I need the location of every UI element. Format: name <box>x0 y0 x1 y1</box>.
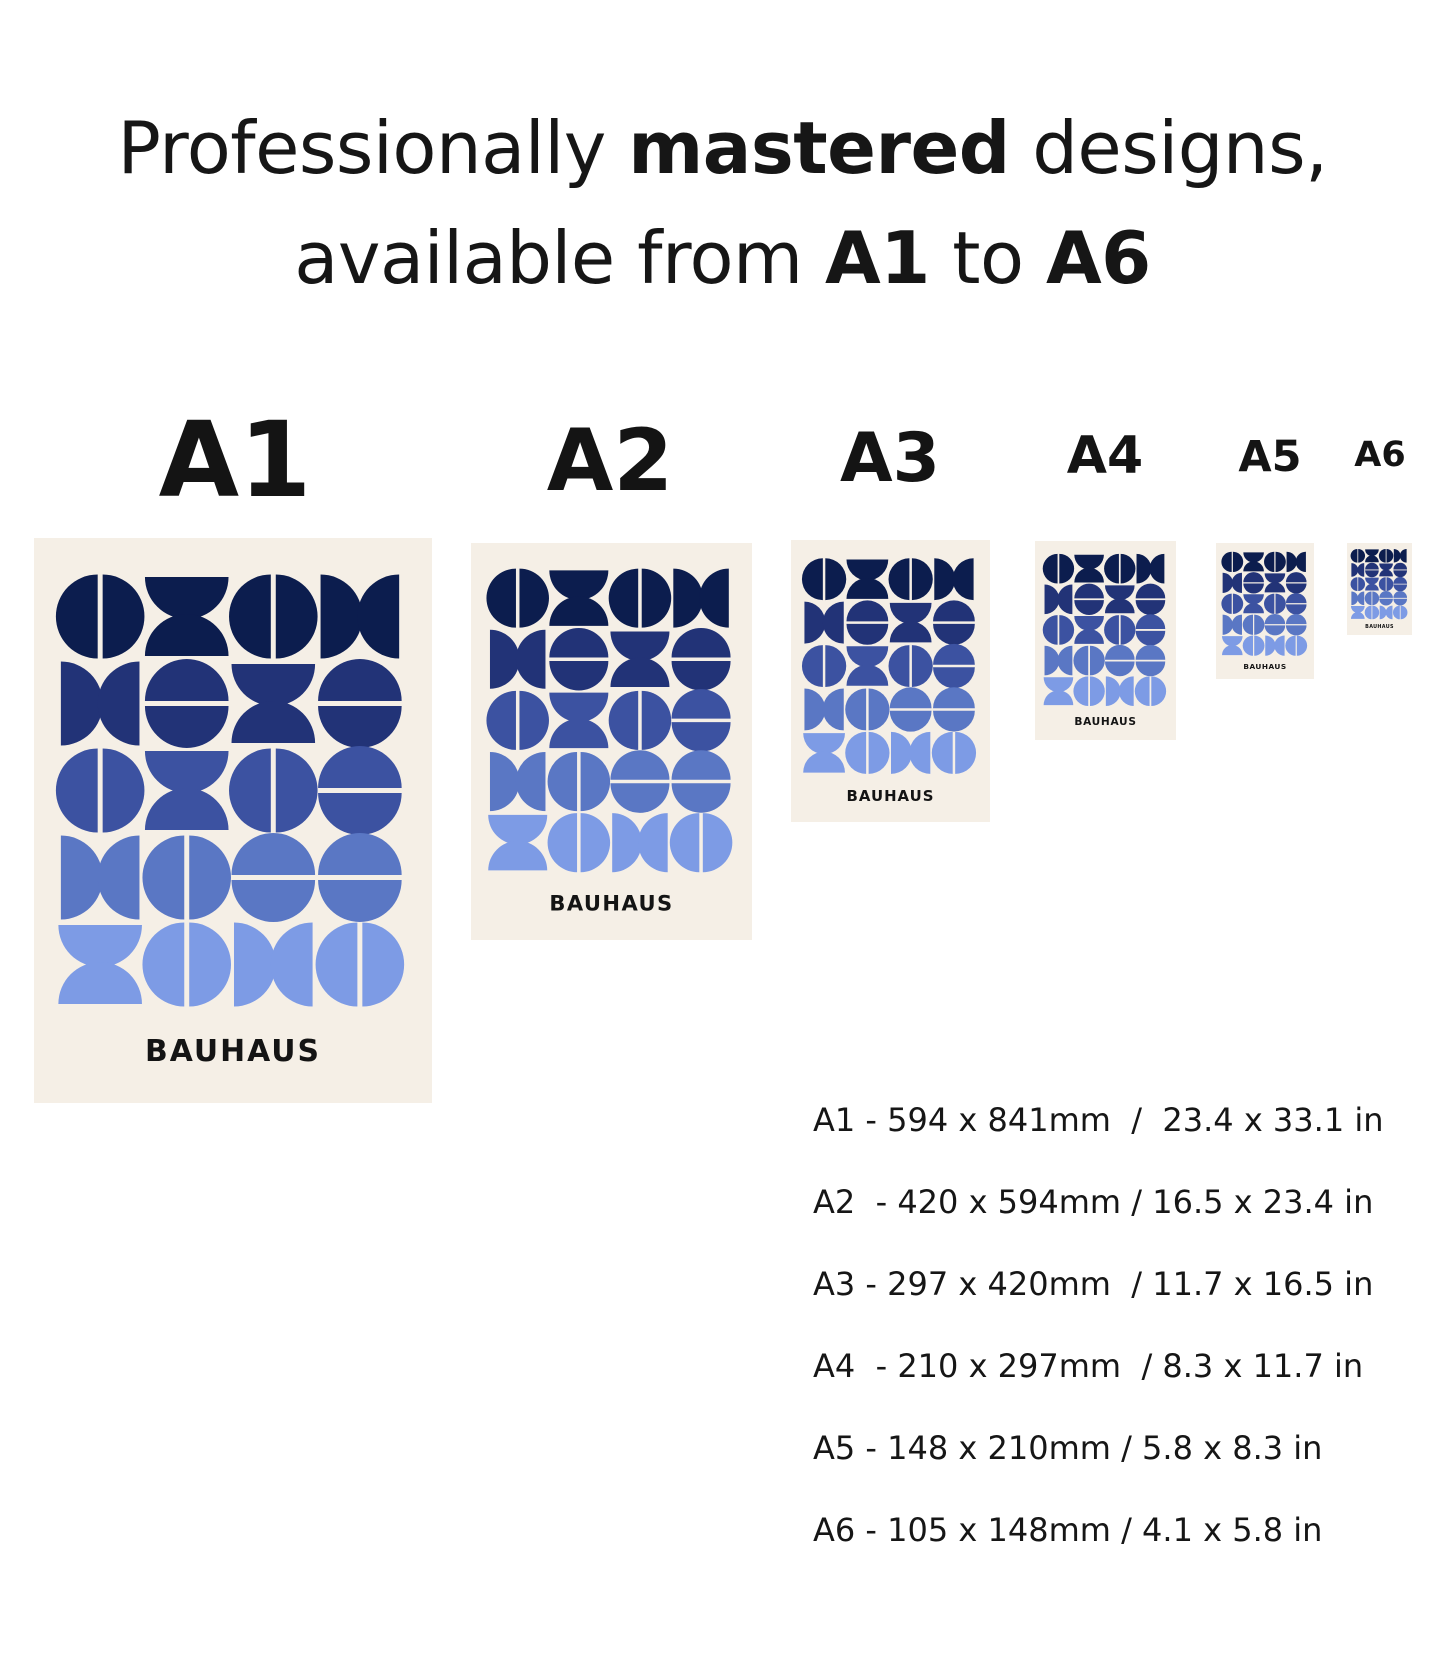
half-circle-shape <box>1393 570 1407 577</box>
headline-line-1 <box>0 106 1445 190</box>
bauhaus-artwork <box>1347 543 1412 635</box>
half-circle-shape <box>891 732 912 774</box>
half-circle-shape <box>869 732 890 774</box>
headline-emphasis: mastered <box>628 106 1010 190</box>
half-circle-shape <box>58 925 142 967</box>
half-circle-shape <box>1386 549 1393 563</box>
poster-title: BAUHAUS <box>1243 661 1287 671</box>
half-circle-shape <box>672 750 731 779</box>
half-circle-shape <box>56 749 98 833</box>
half-circle-shape <box>145 706 229 748</box>
half-circle-shape <box>1074 568 1104 583</box>
poster-a3 <box>791 540 990 822</box>
half-circle-shape <box>189 923 231 1007</box>
half-circle-shape <box>490 630 520 689</box>
half-circle-shape <box>1104 554 1119 584</box>
half-circle-shape <box>1136 645 1166 660</box>
size-label-a4: A4 <box>1066 426 1144 486</box>
half-circle-shape <box>933 644 975 665</box>
half-circle-shape <box>229 575 271 659</box>
half-circle-shape <box>549 570 608 599</box>
half-circle-shape <box>1243 572 1264 582</box>
half-circle-shape <box>672 783 731 812</box>
half-circle-shape <box>1074 629 1104 644</box>
half-circle-shape <box>1221 594 1231 614</box>
half-circle-shape <box>890 603 932 624</box>
half-circle-shape <box>1221 552 1231 572</box>
half-circle-shape <box>1358 549 1365 563</box>
half-circle-shape <box>1372 606 1379 620</box>
half-circle-shape <box>846 559 888 580</box>
half-circle-shape <box>1358 577 1365 591</box>
half-circle-shape <box>316 923 358 1007</box>
half-circle-shape <box>1286 593 1307 603</box>
bauhaus-artwork <box>1035 541 1176 740</box>
half-circle-shape <box>1045 646 1060 676</box>
half-circle-shape <box>612 813 642 872</box>
half-circle-shape <box>823 688 844 730</box>
half-circle-shape <box>846 646 888 667</box>
half-circle-shape <box>802 558 823 600</box>
half-circle-shape <box>889 645 910 687</box>
half-circle-shape <box>1286 583 1307 593</box>
half-circle-shape <box>1222 636 1243 646</box>
half-circle-shape <box>1365 591 1372 605</box>
half-circle-shape <box>1045 584 1060 614</box>
half-circle-shape <box>516 630 546 689</box>
half-circle-shape <box>1265 573 1286 583</box>
size-spec-a2: A2 - 420 x 594mm / 16.5 x 23.4 in <box>813 1183 1374 1221</box>
half-circle-shape <box>229 749 271 833</box>
half-circle-shape <box>318 746 402 788</box>
bauhaus-artwork <box>1216 543 1314 679</box>
half-circle-shape <box>145 577 229 619</box>
half-circle-shape <box>1121 554 1136 584</box>
half-circle-shape <box>933 711 975 732</box>
half-circle-shape <box>1351 549 1358 563</box>
half-circle-shape <box>98 836 140 920</box>
half-circle-shape <box>1059 615 1074 645</box>
half-circle-shape <box>1151 676 1166 706</box>
half-circle-shape <box>1351 563 1358 577</box>
poster-title: BAUHAUS <box>145 1033 321 1070</box>
half-circle-shape <box>271 923 313 1007</box>
half-circle-shape <box>548 752 578 811</box>
half-circle-shape <box>1105 598 1135 613</box>
half-circle-shape <box>1357 591 1364 605</box>
half-circle-shape <box>516 752 546 811</box>
half-circle-shape <box>1074 600 1104 615</box>
half-circle-shape <box>318 880 402 922</box>
half-circle-shape <box>1393 563 1407 570</box>
half-circle-shape <box>802 645 823 687</box>
half-circle-shape <box>318 833 402 875</box>
half-circle-shape <box>933 667 975 688</box>
half-circle-shape <box>276 575 318 659</box>
size-label-a5: A5 <box>1238 432 1302 482</box>
half-circle-shape <box>890 687 932 708</box>
half-circle-shape <box>1043 554 1058 584</box>
headline-text: available from <box>294 216 826 300</box>
half-circle-shape <box>1243 615 1253 635</box>
half-circle-shape <box>1265 636 1275 656</box>
half-circle-shape <box>1243 583 1264 593</box>
headline-text: designs, <box>1009 106 1328 190</box>
half-circle-shape <box>61 662 103 746</box>
half-circle-shape <box>869 688 890 730</box>
poster-a5 <box>1216 543 1314 679</box>
half-circle-shape <box>519 569 549 628</box>
half-circle-shape <box>1264 594 1274 614</box>
half-circle-shape <box>1233 594 1243 614</box>
size-label-a3: A3 <box>840 419 940 498</box>
headline-line-2 <box>0 216 1445 300</box>
half-circle-shape <box>804 688 825 730</box>
half-circle-shape <box>825 645 846 687</box>
half-circle-shape <box>1393 606 1400 620</box>
half-circle-shape <box>1121 615 1136 645</box>
half-circle-shape <box>232 833 316 875</box>
half-circle-shape <box>934 558 955 600</box>
half-circle-shape <box>642 569 672 628</box>
half-circle-shape <box>549 596 608 625</box>
poster-a4 <box>1035 541 1176 740</box>
half-circle-shape <box>1074 584 1104 599</box>
half-circle-shape <box>823 602 844 644</box>
half-circle-shape <box>490 752 520 811</box>
half-circle-shape <box>318 659 402 701</box>
half-circle-shape <box>890 711 932 732</box>
half-circle-shape <box>232 664 316 706</box>
half-circle-shape <box>912 645 933 687</box>
half-circle-shape <box>1074 616 1104 631</box>
size-spec-a6: A6 - 105 x 148mm / 4.1 x 5.8 in <box>813 1511 1323 1549</box>
half-circle-shape <box>142 836 184 920</box>
half-circle-shape <box>1223 615 1233 635</box>
half-circle-shape <box>610 658 669 688</box>
half-circle-shape <box>909 732 930 774</box>
half-circle-shape <box>321 575 363 659</box>
half-circle-shape <box>933 600 975 621</box>
half-circle-shape <box>145 788 229 830</box>
headline-text: to <box>929 216 1046 300</box>
half-circle-shape <box>519 691 549 750</box>
half-circle-shape <box>1379 564 1393 571</box>
half-circle-shape <box>1223 573 1233 593</box>
poster-title: BAUHAUS <box>549 890 674 916</box>
half-circle-shape <box>1394 549 1401 563</box>
half-circle-shape <box>846 600 888 621</box>
half-circle-shape <box>1365 563 1379 570</box>
half-circle-shape <box>1285 636 1295 656</box>
half-circle-shape <box>1351 612 1365 619</box>
half-circle-shape <box>804 602 825 644</box>
half-circle-shape <box>1297 636 1307 656</box>
half-circle-shape <box>145 614 229 656</box>
half-circle-shape <box>912 558 933 600</box>
half-circle-shape <box>98 662 140 746</box>
half-circle-shape <box>1243 561 1264 571</box>
half-circle-shape <box>1136 661 1166 676</box>
half-circle-shape <box>1044 677 1074 692</box>
poster-title: BAUHAUS <box>1365 624 1394 631</box>
half-circle-shape <box>1243 603 1264 613</box>
half-circle-shape <box>1365 578 1379 585</box>
half-circle-shape <box>803 752 845 773</box>
half-circle-shape <box>803 733 845 754</box>
half-circle-shape <box>1254 636 1264 656</box>
half-circle-shape <box>61 836 103 920</box>
half-circle-shape <box>1400 549 1407 563</box>
half-circle-shape <box>362 923 404 1007</box>
half-circle-shape <box>1351 591 1358 605</box>
half-circle-shape <box>1090 676 1105 706</box>
headline-emphasis: A1 <box>825 216 930 300</box>
half-circle-shape <box>1379 570 1393 577</box>
size-spec-a4: A4 - 210 x 297mm / 8.3 x 11.7 in <box>813 1347 1364 1385</box>
half-circle-shape <box>1136 600 1166 615</box>
half-circle-shape <box>1135 676 1150 706</box>
half-circle-shape <box>1357 563 1364 577</box>
half-circle-shape <box>1386 577 1393 591</box>
bauhaus-artwork <box>471 543 752 940</box>
half-circle-shape <box>1365 570 1379 577</box>
half-circle-shape <box>933 687 975 708</box>
half-circle-shape <box>1137 554 1152 584</box>
half-circle-shape <box>1150 554 1165 584</box>
half-circle-shape <box>189 836 231 920</box>
half-circle-shape <box>1393 591 1407 598</box>
half-circle-shape <box>610 783 669 813</box>
half-circle-shape <box>1372 591 1379 605</box>
half-circle-shape <box>1058 584 1073 614</box>
half-circle-shape <box>1276 594 1286 614</box>
half-circle-shape <box>1351 606 1365 613</box>
half-circle-shape <box>609 569 639 628</box>
half-circle-shape <box>933 624 975 645</box>
half-circle-shape <box>549 693 608 722</box>
half-circle-shape <box>672 661 731 690</box>
half-circle-shape <box>825 558 846 600</box>
half-circle-shape <box>1105 661 1135 676</box>
size-spec-a3: A3 - 297 x 420mm / 11.7 x 16.5 in <box>813 1265 1374 1303</box>
half-circle-shape <box>1380 606 1387 620</box>
half-circle-shape <box>1043 615 1058 645</box>
half-circle-shape <box>955 732 976 774</box>
half-circle-shape <box>1254 615 1264 635</box>
half-circle-shape <box>1074 555 1104 570</box>
half-circle-shape <box>488 815 547 845</box>
half-circle-shape <box>1243 552 1264 562</box>
half-circle-shape <box>1104 615 1119 645</box>
bauhaus-artwork <box>791 540 990 822</box>
half-circle-shape <box>1105 585 1135 600</box>
half-circle-shape <box>1105 645 1135 660</box>
half-circle-shape <box>145 659 229 701</box>
half-circle-shape <box>890 621 932 642</box>
half-circle-shape <box>1058 646 1073 676</box>
half-circle-shape <box>1264 552 1274 572</box>
half-circle-shape <box>672 689 731 718</box>
half-circle-shape <box>672 722 731 751</box>
half-circle-shape <box>1287 552 1297 572</box>
half-circle-shape <box>58 962 142 1004</box>
half-circle-shape <box>673 569 703 628</box>
half-circle-shape <box>1073 646 1088 676</box>
half-circle-shape <box>103 575 145 659</box>
half-circle-shape <box>1296 552 1306 572</box>
half-circle-shape <box>1232 573 1242 593</box>
half-circle-shape <box>1059 554 1074 584</box>
half-circle-shape <box>1365 606 1372 620</box>
half-circle-shape <box>1274 636 1284 656</box>
half-circle-shape <box>699 569 729 628</box>
half-circle-shape <box>1386 606 1393 620</box>
half-circle-shape <box>1265 625 1286 635</box>
half-circle-shape <box>1265 582 1286 592</box>
half-circle-shape <box>548 813 578 872</box>
half-circle-shape <box>1265 614 1286 624</box>
headline-emphasis: A6 <box>1045 216 1151 300</box>
half-circle-shape <box>610 632 669 662</box>
half-circle-shape <box>1365 584 1379 591</box>
half-circle-shape <box>638 813 668 872</box>
half-circle-shape <box>549 661 608 690</box>
size-label-a6: A6 <box>1354 435 1406 475</box>
half-circle-shape <box>846 665 888 686</box>
half-circle-shape <box>1119 676 1134 706</box>
poster-a1 <box>34 538 432 1103</box>
half-circle-shape <box>932 732 953 774</box>
headline-text: Professionally <box>117 106 629 190</box>
half-circle-shape <box>1073 676 1088 706</box>
half-circle-shape <box>1232 615 1242 635</box>
poster-a6 <box>1347 543 1412 635</box>
half-circle-shape <box>145 751 229 793</box>
half-circle-shape <box>486 569 516 628</box>
half-circle-shape <box>486 691 516 750</box>
half-circle-shape <box>232 701 316 743</box>
half-circle-shape <box>103 749 145 833</box>
half-circle-shape <box>276 749 318 833</box>
half-circle-shape <box>1243 594 1264 604</box>
half-circle-shape <box>1243 636 1253 656</box>
poster-title: BAUHAUS <box>1074 716 1137 729</box>
half-circle-shape <box>1222 645 1243 655</box>
poster-a2 <box>471 543 752 940</box>
half-circle-shape <box>1401 606 1408 620</box>
half-circle-shape <box>609 691 639 750</box>
size-spec-a5: A5 - 148 x 210mm / 5.8 x 8.3 in <box>813 1429 1323 1467</box>
half-circle-shape <box>1351 577 1358 591</box>
half-circle-shape <box>357 575 399 659</box>
half-circle-shape <box>549 719 608 748</box>
half-circle-shape <box>581 813 611 872</box>
half-circle-shape <box>318 793 402 835</box>
half-circle-shape <box>56 575 98 659</box>
half-circle-shape <box>1379 591 1393 598</box>
half-circle-shape <box>1286 625 1307 635</box>
half-circle-shape <box>1233 552 1243 572</box>
half-circle-shape <box>1365 549 1379 556</box>
half-circle-shape <box>1286 572 1307 582</box>
half-circle-shape <box>1393 599 1407 606</box>
half-circle-shape <box>232 880 316 922</box>
half-circle-shape <box>953 558 974 600</box>
half-circle-shape <box>1393 585 1407 592</box>
half-circle-shape <box>889 558 910 600</box>
half-circle-shape <box>846 624 888 645</box>
size-label-a1: A1 <box>158 399 312 521</box>
size-label-a2: A2 <box>546 411 674 511</box>
half-circle-shape <box>845 732 866 774</box>
half-circle-shape <box>670 813 700 872</box>
half-circle-shape <box>1044 690 1074 705</box>
half-circle-shape <box>672 628 731 657</box>
half-circle-shape <box>845 688 866 730</box>
size-spec-a1: A1 - 594 x 841mm / 23.4 x 33.1 in <box>813 1101 1384 1139</box>
half-circle-shape <box>1286 604 1307 614</box>
half-circle-shape <box>1379 599 1393 606</box>
half-circle-shape <box>318 706 402 748</box>
bauhaus-artwork <box>34 538 432 1103</box>
half-circle-shape <box>549 628 608 657</box>
poster-title: BAUHAUS <box>846 787 935 806</box>
half-circle-shape <box>610 750 669 780</box>
half-circle-shape <box>1286 614 1307 624</box>
half-circle-shape <box>1379 577 1386 591</box>
half-circle-shape <box>1136 614 1166 629</box>
half-circle-shape <box>488 841 547 871</box>
half-circle-shape <box>1090 646 1105 676</box>
half-circle-shape <box>234 923 276 1007</box>
half-circle-shape <box>642 691 672 750</box>
half-circle-shape <box>1136 631 1166 646</box>
half-circle-shape <box>846 578 888 599</box>
half-circle-shape <box>1136 584 1166 599</box>
half-circle-shape <box>1106 676 1121 706</box>
half-circle-shape <box>581 752 611 811</box>
half-circle-shape <box>1379 549 1386 563</box>
half-circle-shape <box>703 813 733 872</box>
half-circle-shape <box>142 923 184 1007</box>
half-circle-shape <box>1276 552 1286 572</box>
half-circle-shape <box>1393 577 1407 584</box>
half-circle-shape <box>1365 555 1379 562</box>
